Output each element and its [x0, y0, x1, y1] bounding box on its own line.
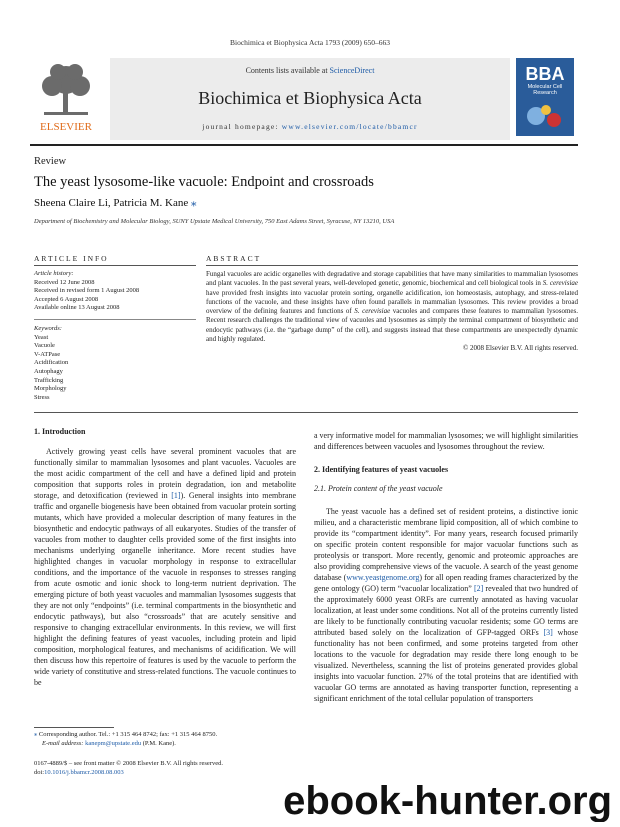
- article-history: [34, 270, 196, 313]
- section21-text: whose functionality has not been confirmed, and some proteins targeted from other locations to the vacuole for degradation may reside there long enough to be visualized. Nevertheless, scanning the list of proteins generated provides global insights into vacuolar function. 27% of the total proteins that are identified with vacuolar GO terms are annotated as having transporter function, representing a significant enrichment of the total cellular population of transporters: [314, 628, 578, 703]
- article-info-heading: ARTICLE INFO: [34, 254, 109, 263]
- doi-prefix: doi:: [34, 768, 45, 776]
- homepage-prefix: journal homepage:: [202, 122, 282, 131]
- section-type: Review: [34, 156, 67, 167]
- history-accepted: Accepted 6 August 2008: [34, 295, 99, 303]
- footnote-rule: [34, 727, 114, 728]
- keywords-rule: [34, 319, 196, 320]
- abstract-text: vacuoles and compares these features to mammalian lysosomes. Recent research challenges the traditional view of vacuoles and lysosomes as simply the terminal compartment of biosynthetic and endocytic pathways (i.e. the “garbage dump” of the cell), and suggests instead that these compartments are unexpectedly dynamic and highly regulated.: [206, 307, 578, 344]
- left-column: [34, 426, 296, 688]
- keyword: Acidification: [34, 359, 69, 367]
- watermark: [150, 778, 620, 822]
- cover-subtitle: Molecular Cell Research: [527, 84, 563, 96]
- keyword: Morphology: [34, 385, 67, 393]
- affiliation: Department of Biochemistry and Molecular Biology, SUNY Upstate Medical University, 750 East Adams Street, Syracuse, NY 13210, USA: [34, 218, 395, 225]
- article-info-rule: [34, 265, 196, 266]
- sciencedirect-link[interactable]: ScienceDirect: [329, 66, 375, 75]
- journal-cover: [516, 58, 574, 136]
- intro-text: ). General insights into membrane traffic and organelle biogenesis have been obtained from vacuolar protein sorting mutants, which have provided a molecular description of many features in the biosynthetic and endocytic pathways of all eukaryotes. Studies of the transfer of vacuoles from mother to daughter cells provided some of the first insights into mechanisms underlying organelle inheritance. More recent studies have highlighted changes in vacuolar morphology in response to extracellular conditions, and the importance of the vacuole in responses to stresses ranging from acute osmotic and ionic shock to long-term nutrient deprivation. The emerging picture of both yeast vacuoles and mammalian lysosomes suggests that they are not only “endpoints” (i.e. terminal compartments in the biosynthetic and endocytic pathways), but also “crossroads” that are acutely sensitive and responsive to changing extracellular environments. In this review, we will first highlight the defining features of yeast vacuoles, including protein and lipid composition, morphological features, and mechanisms of acidification. We will then discuss how this repertoire of features is used by the vacuole to perform the wide variety of constitutive and stress-related functions. The vacuole continues to be: [34, 491, 296, 687]
- right-column: [314, 430, 578, 704]
- intro-text: Actively growing yeast cells have several prominent vacuoles that are functionally similar to mammalian lysosomes and plant vacuoles. Vacuoles are the most acidic compartment of the cell and have a defined lipid and protein composition that supports roles in protein degradation, ion and metabolite storage, and detoxification (reviewed in: [34, 447, 296, 500]
- keyword: V-ATPase: [34, 350, 61, 358]
- contents-line: [110, 66, 510, 75]
- intro-continuation: a very informative model for mammalian lysosomes; we will highlight similarities and differences between vacuoles and lysosomes throughout the review.: [314, 431, 578, 451]
- reference-link[interactable]: [1]: [171, 491, 181, 500]
- email-link[interactable]: kanepm@upstate.edu: [85, 739, 142, 747]
- homepage-link[interactable]: www.elsevier.com/locate/bbamcr: [281, 122, 418, 131]
- doi-link[interactable]: 10.1016/j.bbamcr.2008.08.003: [44, 768, 124, 776]
- journal-homepage: [110, 122, 510, 131]
- abstract-species: S. cerevisiae: [354, 307, 391, 316]
- abstract-copyright: © 2008 Elsevier B.V. All rights reserved.: [462, 344, 578, 353]
- keywords-label: Keywords:: [34, 325, 62, 332]
- header-rule: [30, 144, 578, 146]
- keyword: Autophagy: [34, 367, 63, 375]
- abstract-heading: ABSTRACT: [206, 254, 262, 263]
- email-label: E-mail address:: [42, 739, 84, 747]
- abstract-body: [206, 270, 578, 354]
- history-revised: Received in revised form 1 August 2008: [34, 287, 140, 295]
- email-suffix: (P.M. Kane).: [141, 739, 176, 747]
- section21-text: The yeast vacuole has a defined set of resident proteins, a distinctive ionic milieu, and a characteristic membrane lipid composition, all of which combine to provide its “compartment identity”. For many years, research focused primarily on specific protein content responsible for major vacuolar functions such as proteolysis or transport. More recently, genomic and proteomic approaches are also providing comprehensive views of the vacuole. A search of the yeast genome database (: [314, 507, 578, 582]
- section21-paragraph: [314, 506, 578, 704]
- abstract-text: have provided fresh insights into vacuolar protein sorting, organelle acidification, ion homeostasis, autophagy, and stress-related functions of the vacuole, and these insights have often found parallels in mammalian lysosomes. This review provides a broad overview of the defining features and functions of: [206, 288, 578, 316]
- abstract-separator: [34, 412, 578, 413]
- yeastgenome-link[interactable]: www.yeastgenome.org: [346, 573, 420, 582]
- corresponding-author-mark[interactable]: ⁎: [191, 197, 197, 209]
- reference-link[interactable]: [2]: [473, 584, 484, 593]
- journal-citation: Biochimica et Biophysica Acta 1793 (2009) 650–663: [230, 38, 390, 47]
- section21-text: revealed that two hundred of the approximately 6000 yeast ORFs are currently annotated as having vacuolar localization, at least under some conditions. Not all of the proteins currently listed are likely to be functionally contributing vacuolar residents; some GO terms are attributed based solely on the localization of GFP-tagged ORFs: [314, 584, 578, 637]
- cover-title: BBA: [525, 64, 565, 84]
- issn-block: [34, 760, 296, 777]
- intro-paragraph: [34, 446, 296, 688]
- abstract-rule: [206, 265, 578, 266]
- contents-prefix: Contents lists available at: [245, 66, 330, 75]
- section21-text: ) for all open reading frames characterized by the gene ontology (GO) term “vacuolar localization”: [314, 573, 579, 593]
- issn-line: 0167-4889/$ – see front matter © 2008 Elsevier B.V. All rights reserved.: [34, 760, 223, 767]
- section2-heading: 2. Identifying features of yeast vacuoles: [314, 465, 449, 474]
- watermark-text: ebook-hunter.org: [283, 779, 612, 822]
- publisher-logo-text: ELSEVIER: [40, 121, 92, 133]
- footnote: [34, 731, 296, 748]
- article-title: The yeast lysosome-like vacuole: Endpoint and crossroads: [34, 174, 374, 190]
- history-label: Article history:: [34, 270, 74, 277]
- keyword: Vacuole: [34, 342, 55, 350]
- keywords: [34, 325, 196, 402]
- reference-link[interactable]: [3]: [543, 628, 553, 637]
- elsevier-logo: [30, 60, 102, 134]
- keyword: Trafficking: [34, 376, 64, 384]
- keyword: Yeast: [34, 333, 49, 341]
- author-list: [34, 196, 197, 209]
- footnote-mark: ⁎: [34, 731, 38, 738]
- keyword: Stress: [34, 393, 50, 401]
- journal-name: Biochimica et Biophysica Acta: [198, 88, 422, 108]
- authors: Sheena Claire Li, Patricia M. Kane: [34, 197, 189, 209]
- section21-heading: 2.1. Protein content of the yeast vacuole: [314, 484, 443, 493]
- intro-heading: 1. Introduction: [34, 427, 86, 436]
- history-online: Available online 13 August 2008: [34, 304, 120, 312]
- abstract-text: Fungal vacuoles are acidic organelles with degradative and storage capabilities that have many similarities to mammalian lysosomes and plant vacuoles. In the past several years, well-developed genetic, genomic, biochemical and cell biological tools in: [206, 270, 578, 288]
- history-received: Received 12 June 2008: [34, 278, 95, 286]
- abstract-species: S. cerevisiae: [542, 279, 578, 288]
- corresponding-author-note: Corresponding author. Tel.: +1 315 464 8742; fax: +1 315 464 8750.: [37, 731, 218, 738]
